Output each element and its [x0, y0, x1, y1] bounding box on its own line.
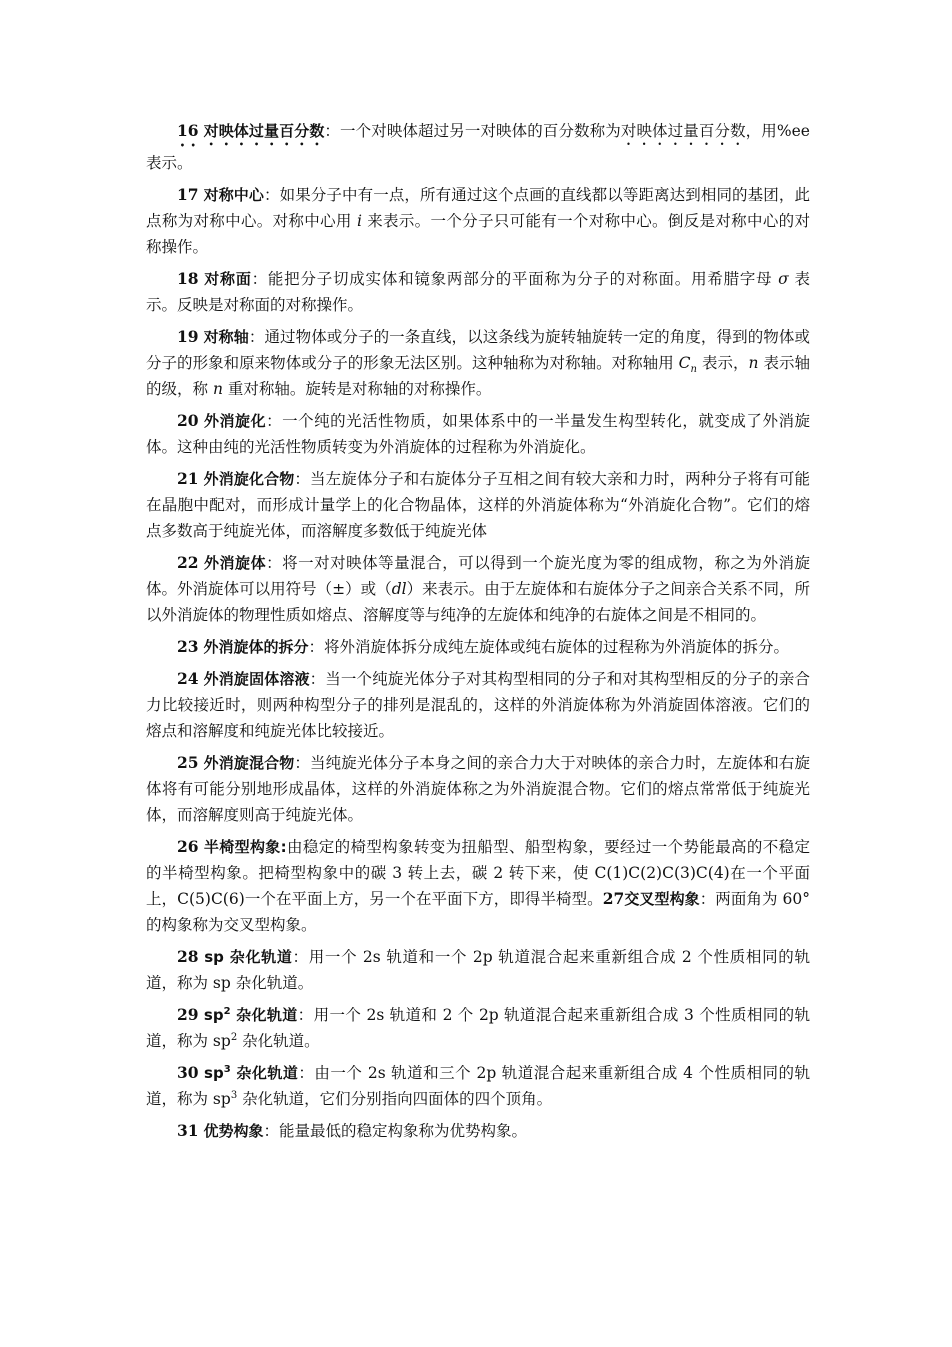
entry-number: 29: [177, 1005, 199, 1024]
entry-text: 表示轴的级，称: [146, 354, 810, 398]
term-superscript: 3: [223, 1064, 231, 1075]
entry-number: 23: [177, 637, 199, 656]
entry-text: 由一个 2s 轨道和三个 2p 轨道混合起来重新组合成 4 个性质相同的轨道，称为 sp: [146, 1064, 810, 1108]
entry-separator: ：: [251, 270, 268, 288]
symbol: i: [356, 212, 362, 230]
entry-text: 能量最低的稳定构象称为优势构象。: [279, 1122, 528, 1140]
emphasized-term: 对映体过量百分数: [620, 122, 746, 140]
entry-number: 21: [177, 469, 199, 488]
entry-separator: :: [280, 838, 287, 856]
entry-term: [204, 1006, 298, 1024]
entry-term: 对称中心: [203, 186, 265, 204]
entry-term: 半椅型构象: [203, 838, 281, 856]
entry-term: 对称面: [204, 270, 252, 288]
entry-text: 一个对映体超过另一对映体的百分数称为: [340, 122, 621, 140]
entry-term: 对映体过量百分数: [203, 122, 325, 140]
entry-text: 由稳定的椅型构象转变为扭船型、船型构象，要经过一个势能最高的不稳定的半椅型构象。把椅型构象中的碳 3 转上去，碳 2 转下来，使 C(1)C(2)C(3)C(4)在一个平面上，C(5)C(6)一个在平面上方，另一个在平面下方，即得半椅型。: [146, 838, 810, 908]
entry-number-27: 27: [602, 889, 625, 908]
term-part: sp: [203, 1006, 224, 1024]
entry-separator: ：: [297, 1006, 314, 1024]
entry-text: 杂化轨道，它们分别指向四面体的四个顶角。: [237, 1090, 553, 1108]
term-superscript: 2: [223, 1006, 231, 1017]
entry-text: ，用%ee 表示。: [146, 122, 810, 172]
document-body: [146, 118, 810, 1150]
text-superscript: 3: [230, 1089, 238, 1101]
entry-text: 如果分子中有一点，所有通过这个点画的直线都以等距离达到相同的基团，此点称为对称中心。对称中心用: [146, 186, 810, 230]
entry-separator: ：: [263, 1122, 280, 1140]
entry-text: 表示。反映是对称面的对称操作。: [146, 270, 810, 314]
entry-term: 外消旋体的拆分: [203, 638, 309, 656]
entry-19: [146, 324, 810, 402]
entry-text: 一个纯的光活性物质，如果体系中的一半量发生构型转化，就变成了外消旋体。这种由纯的光活性物质转变为外消旋体的过程称为外消旋化。: [146, 412, 810, 456]
entry-term: 对称轴: [203, 328, 249, 346]
entry-separator: ：: [292, 948, 309, 966]
symbol: n: [748, 354, 759, 372]
entry-number: 31: [177, 1121, 199, 1140]
entry-text: 来表示。一个分子只可能有一个对称中心。倒反是对称中心的对称操作。: [146, 212, 810, 256]
entry-31: [146, 1118, 810, 1144]
entry-separator: ：: [298, 1064, 315, 1082]
entry-text: 用一个 2s 轨道和 2 个 2p 轨道混合起来重新组合成 3 个性质相同的轨道，称为 sp: [146, 1006, 810, 1050]
symbol: dl: [391, 580, 407, 598]
entry-text: 两面角为 60°的构象称为交叉型构象。: [146, 890, 810, 934]
entry-number: 17: [177, 185, 199, 204]
entry-term: 外消旋混合物: [203, 754, 295, 772]
entry-term: 外消旋化合物: [203, 470, 295, 488]
entry-term-27: 交叉型构象: [624, 890, 700, 908]
entry-term: [204, 1064, 298, 1082]
term-part: 杂化轨道: [230, 1064, 299, 1082]
term-part: sp: [204, 1064, 224, 1082]
entry-30: [146, 1060, 810, 1112]
entry-text: ）来表示。由于左旋体和右旋体分子之间亲合关系不同，所以外消旋体的物理性质如熔点、溶解度等与纯净的左旋体和纯净的右旋体之间是不相同的。: [146, 580, 810, 624]
entry-17: [146, 182, 810, 260]
entry-number: 16: [177, 121, 199, 140]
entry-number: 28: [177, 947, 199, 966]
entry-text: 表示，: [697, 354, 749, 372]
entry-number: 22: [177, 553, 199, 572]
entry-18: [146, 266, 810, 318]
entry-term: 外消旋固体溶液: [203, 670, 310, 688]
entry-separator: ：: [309, 670, 326, 688]
entry-number: 30: [177, 1063, 199, 1082]
entry-text: 将一对对映体等量混合，可以得到一个旋光度为零的组成物，称之为外消旋体。外消旋体可以用符号（±）或（: [146, 554, 810, 598]
entry-separator: ：: [266, 554, 283, 572]
entry-22: [146, 550, 810, 628]
entry-separator: ：: [699, 890, 716, 908]
entry-text: 杂化轨道。: [237, 1032, 320, 1050]
entry-separator: ：: [294, 754, 311, 772]
entry-text: 当一个纯旋光体分子对其构型相同的分子和对其构型相反的分子的亲合力比较接近时，则两种构型分子的排列是混乱的，这样的外消旋体称为外消旋固体溶液。它们的熔点和溶解度和纯旋光体比较接近。: [146, 670, 810, 740]
entry-number: 18: [177, 269, 199, 288]
entry-separator: ：: [248, 328, 265, 346]
entry-separator: ：: [266, 412, 283, 430]
entry-number: 20: [177, 411, 199, 430]
entry-text: 通过物体或分子的一条直线，以这条线为旋转轴旋转一定的角度，得到的物体或分子的形象和原来物体或分子的形象无法区别。这种轴称为对称轴。对称轴用: [146, 328, 810, 372]
entry-29: [146, 1002, 810, 1054]
entry-separator: ：: [324, 122, 341, 140]
entry-25: [146, 750, 810, 828]
entry-21: [146, 466, 810, 544]
entry-text: 用一个 2s 轨道和一个 2p 轨道混合起来重新组合成 2 个性质相同的轨道，称为 sp 杂化轨道。: [146, 948, 810, 992]
entry-separator: ：: [294, 470, 311, 488]
entry-separator: ：: [308, 638, 325, 656]
entry-text: 将外消旋体拆分成纯左旋体或纯右旋体的过程称为外消旋体的拆分。: [324, 638, 790, 656]
entry-number: 19: [177, 327, 199, 346]
entry-26-27: [146, 834, 810, 938]
entry-28: [146, 944, 810, 996]
entry-text: 重对称轴。旋转是对称轴的对称操作。: [222, 380, 492, 398]
entry-number: 26: [177, 837, 199, 856]
entry-number: 25: [177, 753, 199, 772]
entry-20: [146, 408, 810, 460]
entry-24: [146, 666, 810, 744]
entry-23: [146, 634, 810, 660]
entry-text: 当左旋体分子和右旋体分子互相之间有较大亲和力时，两种分子将有可能在晶胞中配对，而形成计量学上的化合物晶体，这样的外消旋体称为“外消旋化合物”。它们的熔点多数高于纯旋光体，而溶解度多数低于纯旋光体: [146, 470, 810, 540]
symbol: n: [212, 380, 223, 398]
entry-term: 外消旋化: [204, 412, 267, 430]
text-superscript: 2: [230, 1031, 238, 1043]
entry-separator: ：: [264, 186, 280, 204]
entry-16: [146, 118, 810, 176]
entry-text: 当纯旋光体分子本身之间的亲合力大于对映体的亲合力时，左旋体和右旋体将有可能分别地形成晶体，这样的外消旋体称之为外消旋混合物。它们的熔点常常低于纯旋光体，而溶解度则高于纯旋光体。: [146, 754, 810, 824]
symbol: σ: [778, 270, 789, 288]
entry-text: 能把分子切成实体和镜象两部分的平面称为分子的对称面。用希腊字母: [267, 270, 779, 288]
symbol-subscript: n: [690, 364, 697, 376]
term-part: 杂化轨道: [230, 1006, 298, 1024]
entry-number: 24: [177, 669, 199, 688]
symbol: C: [678, 354, 691, 372]
entry-term: sp 杂化轨道: [204, 948, 293, 966]
entry-term: 优势构象: [203, 1122, 264, 1140]
entry-term: 外消旋体: [204, 554, 267, 572]
